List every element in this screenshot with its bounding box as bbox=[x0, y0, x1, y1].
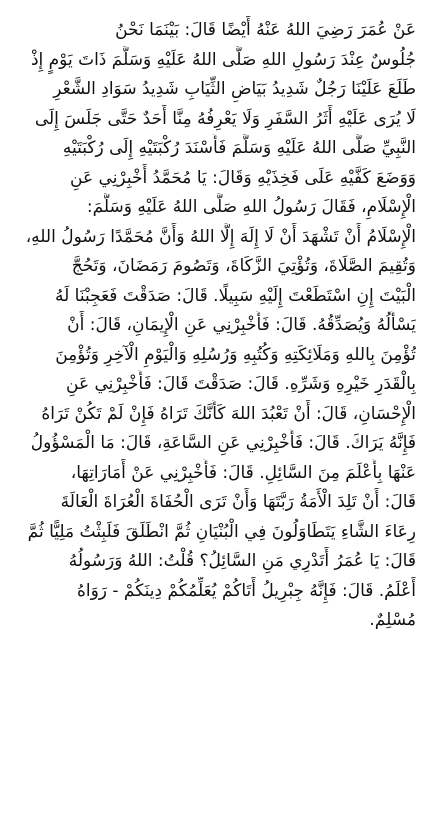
text-line: جُلُوسٌ عِنْدَ رَسُولِ اللهِ صَلَّى اللهُ عَلَيْهِ وَسَلَّمَ ذَاتَ يَوْمٍ إِذْ bbox=[30, 49, 416, 70]
text-line: الْإِسْلَامِ، فَقَالَ رَسُولُ اللهِ صَلَّى اللهُ عَلَيْهِ وَسَلَّمَ: bbox=[86, 197, 416, 217]
hadith-text bbox=[14, 16, 416, 636]
text-line: قَالَ: يَا عُمَرُ أَتَدْرِي مَنِ السَّائِلُ؟ قُلْتُ: اللهُ وَرَسُولُهُ bbox=[68, 551, 416, 571]
text-line: الْبَيْتَ إِنِ اسْتَطَعْتَ إِلَيْهِ سَبِيلًا. قَالَ: صَدَقْتَ فَعَجِبْنَا لَهُ bbox=[54, 285, 416, 306]
text-line: بِالْقَدَرِ خَيْرِهِ وَشَرِّهِ. قَالَ: صَدَقْتَ قَالَ: فَأَخْبِرْنِي عَنِ bbox=[66, 374, 416, 394]
text-line: فَإِنَّهُ يَرَاكَ. قَالَ: فَأَخْبِرْنِي عَنِ السَّاعَةِ، قَالَ: مَا الْمَسْؤُولُ bbox=[30, 433, 416, 453]
text-line: يَسْأَلُهُ وَيُصَدِّقُهُ. قَالَ: فَأَخْبِرْنِي عَنِ الْإِيمَانِ، قَالَ: أَنْ bbox=[67, 315, 416, 335]
text-line: أَعْلَمُ. قَالَ: فَإِنَّهُ جِبْرِيلُ أَتَاكُمْ يُعَلِّمُكُمْ دِينَكُمْ - رَوَاهُ bbox=[76, 580, 416, 601]
text-line: وَوَضَعَ كَفَّيْهِ عَلَى فَخِذَيْهِ وَقَالَ: يَا مُحَمَّدُ أَخْبِرْنِي عَنِ bbox=[70, 167, 416, 188]
text-line: عَنْهَا بِأَعْلَمَ مِنَ السَّائِلِ. قَالَ: فَأَخْبِرْنِي عَنْ أَمَارَاتِهَا، bbox=[70, 462, 416, 483]
text-line: وَتُقِيمَ الصَّلَاةَ، وَتُؤْتِيَ الزَّكَاةَ، وَتَصُومَ رَمَضَانَ، وَتَحُجَّ bbox=[71, 256, 416, 276]
text-line: رِعَاءَ الشَّاءِ يَتَطَاوَلُونَ فِي الْبُنْيَانِ ثُمَّ انْطَلَقَ فَلَبِثْتُ مَلِيًّا ثُمَّ bbox=[27, 521, 416, 542]
text-line: قَالَ: أَنْ تَلِدَ الْأَمَةُ رَبَّتَهَا وَأَنْ تَرَى الْحُفَاةَ الْعُرَاةَ الْعَالَةَ bbox=[60, 492, 416, 512]
text-line: النَّبِيِّ صَلَّى اللهُ عَلَيْهِ وَسَلَّمَ فَأَسْنَدَ رُكْبَتَيْهِ إِلَى رُكْبَتَيْهِ bbox=[62, 138, 416, 158]
text-line: طَلَعَ عَلَيْنَا رَجُلٌ شَدِيدُ بَيَاضِ الثِّيَابِ شَدِيدُ سَوَادِ الشَّعْرِ bbox=[53, 79, 416, 99]
text-line: عَنْ عُمَرَ رَضِيَ اللهُ عَنْهُ أَيْضًا قَالَ: بَيْنَمَا نَحْنُ bbox=[115, 20, 416, 40]
text-line: لَا يُرَى عَلَيْهِ أَثَرُ السَّفَرِ وَلَا يَعْرِفُهُ مِنَّا أَحَدٌ حَتَّى جَلَسَ إِلَى bbox=[34, 108, 416, 129]
text-line: تُؤْمِنَ بِاللهِ وَمَلَائِكَتِهِ وَكُتُبِهِ وَرُسُلِهِ وَالْيَوْمِ الْآخِرِ وَتُؤْمِنَ bbox=[55, 344, 416, 365]
text-line: مُسْلِمٌ. bbox=[369, 610, 416, 630]
text-line: الْإِسْلَامُ أَنْ تَشْهَدَ أَنْ لَا إِلَهَ إِلَّا اللهُ وَأَنَّ مُحَمَّدًا رَسُولُ اللهِ، bbox=[25, 226, 416, 247]
text-line: الْإِحْسَانِ، قَالَ: أَنْ تَعْبُدَ اللهَ كَأَنَّكَ تَرَاهُ فَإِنْ لَمْ تَكُنْ تَرَاهُ bbox=[41, 403, 416, 424]
